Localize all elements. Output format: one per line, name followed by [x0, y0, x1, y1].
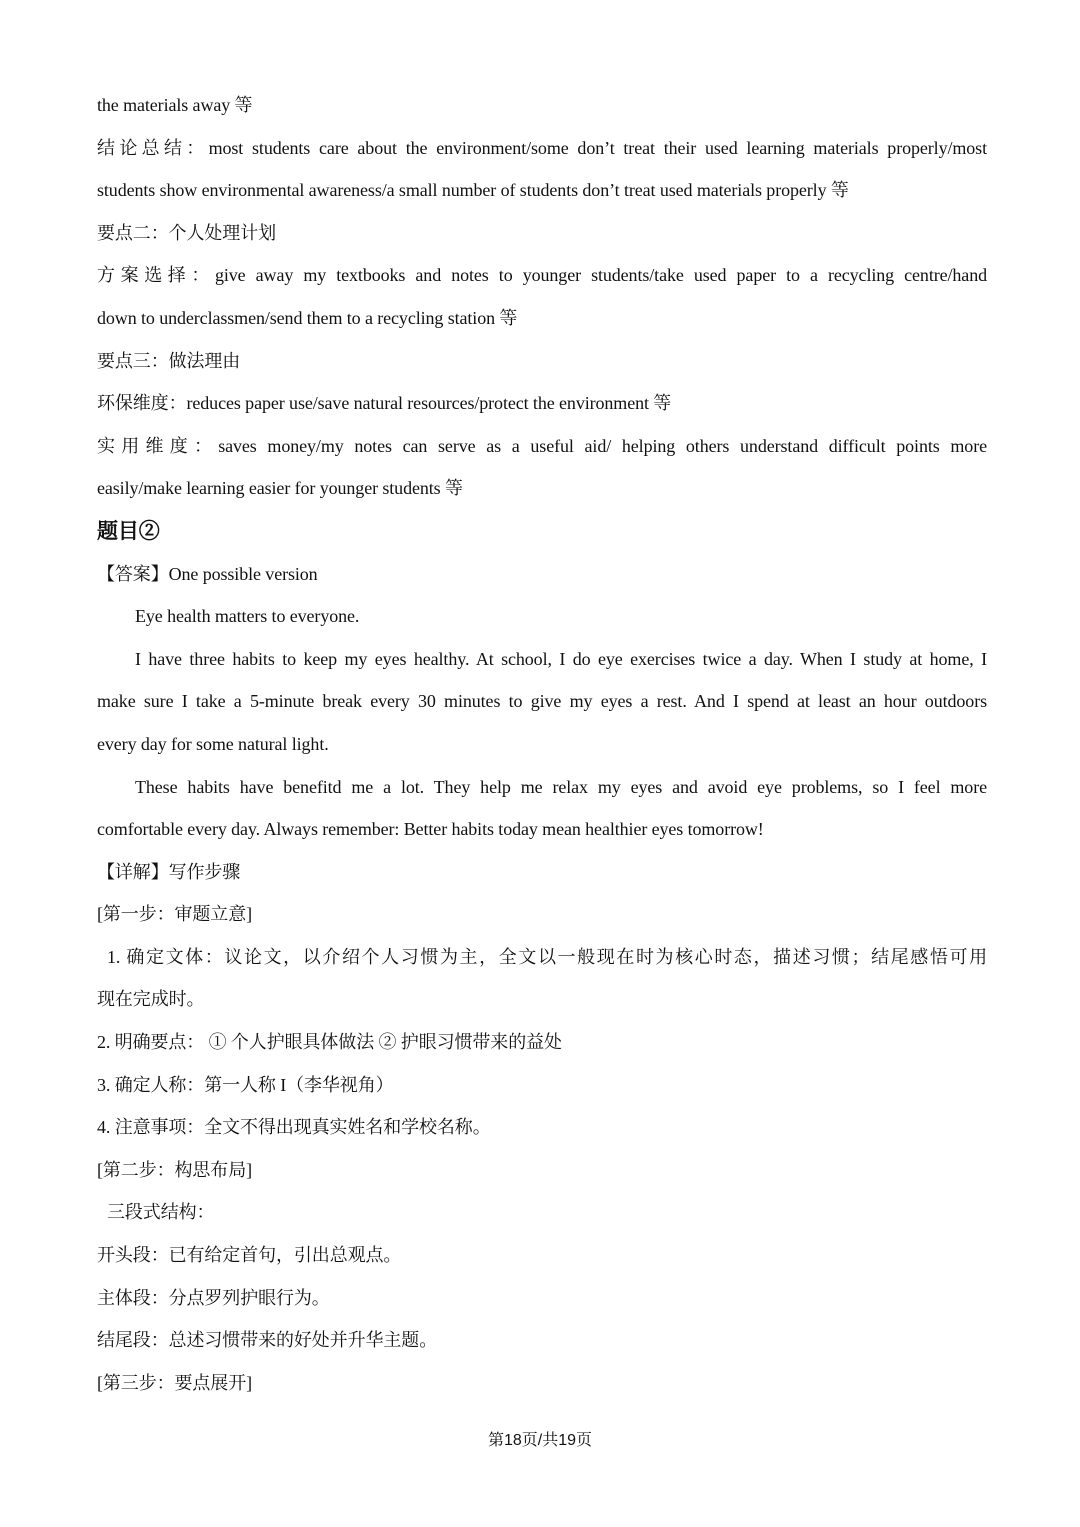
text-line: easily/make learning easier for younger students 等 — [97, 478, 463, 499]
text-line: 现在完成时。 — [97, 989, 205, 1010]
text-line: 实用维度：saves money/my notes can serve as a useful aid/ helping others understand difficult points more — [97, 435, 987, 456]
step-heading: [第三步：要点展开] — [97, 1372, 252, 1393]
text-line: 3. 确定人称：第一人称 I（李华视角） — [97, 1074, 394, 1095]
step-heading: [第二步：构思布局] — [97, 1159, 252, 1180]
essay-line: Eye health matters to everyone. — [135, 606, 360, 627]
text-line: 结论总结：most students care about the environment/some don’t treat their used learning materials properly/most — [97, 137, 987, 158]
text-line: 三段式结构： — [107, 1202, 215, 1223]
essay-line: comfortable every day. Always remember: Better habits today mean healthier eyes tomorrow! — [97, 819, 764, 840]
text-line: 结尾段：总述习惯带来的好处并升华主题。 — [97, 1330, 438, 1351]
section-label: 要点三：做法理由 — [97, 350, 241, 371]
page-content — [97, 84, 987, 1404]
text-line: students show environmental awareness/a small number of students don’t treat used materials properly 等 — [97, 180, 849, 201]
answer-label: 【答案】One possible version — [97, 563, 318, 584]
page-footer: 第18页/共19页 — [487, 1432, 593, 1449]
question-heading: 题目② — [97, 518, 160, 543]
essay-line: make sure I take a 5-minute break every 30 minutes to give my eyes a rest. And I spend at least an hour outdoors — [97, 691, 987, 712]
text-line: 2. 明确要点： ① 个人护眼具体做法 ② 护眼习惯带来的益处 — [97, 1032, 562, 1053]
text-line: the materials away 等 — [97, 95, 253, 115]
text-line: 方案选择：give away my textbooks and notes to younger students/take used paper to a recycling centre/hand — [97, 265, 987, 286]
text-line: 4. 注意事项：全文不得出现真实姓名和学校名称。 — [97, 1117, 491, 1138]
text-line: 开头段：已有给定首句，引出总观点。 — [97, 1245, 402, 1266]
section-label: 要点二：个人处理计划 — [97, 222, 276, 243]
essay-line: These habits have benefitd me a lot. They help me relax my eyes and avoid eye problems, so I feel more — [135, 776, 987, 797]
text-line: 环保维度：reduces paper use/save natural resources/protect the environment 等 — [97, 393, 672, 414]
text-line: 1. 确定文体：议论文，以介绍个人习惯为主，全文以一般现在时为核心时态，描述习惯；结尾感悟可用 — [107, 946, 987, 967]
text-line: down to underclassmen/send them to a recycling station 等 — [97, 307, 518, 328]
step-heading: [第一步：审题立意] — [97, 904, 252, 925]
essay-line: every day for some natural light. — [97, 733, 329, 754]
text-line: 主体段：分点罗列护眼行为。 — [97, 1287, 330, 1308]
explanation-label: 【详解】写作步骤 — [97, 861, 241, 882]
essay-line: I have three habits to keep my eyes healthy. At school, I do eye exercises twice a day. When I study at home, I — [135, 648, 987, 669]
